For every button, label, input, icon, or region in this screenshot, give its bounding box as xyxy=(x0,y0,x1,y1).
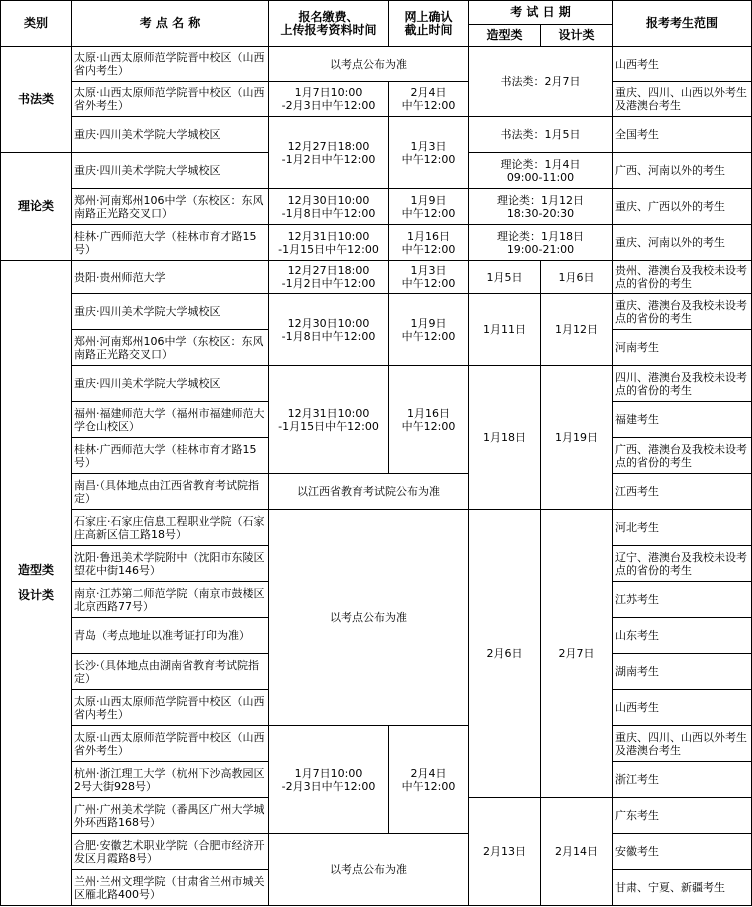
site-name: 杭州·浙江理工大学（杭州下沙高教园区2号大街928号） xyxy=(72,762,269,798)
scope-text: 江西考生 xyxy=(613,474,752,510)
header-confirm: 网上确认 截止时间 xyxy=(389,1,469,47)
site-name: 青岛（考点地址以准考证打印为准） xyxy=(72,618,269,654)
scope-text: 福建考生 xyxy=(613,402,752,438)
site-name: 重庆·四川美术学院大学城校区 xyxy=(72,117,269,153)
site-name: 郑州·河南郑州106中学（东校区：东风南路正光路交叉口） xyxy=(72,330,269,366)
registration-time: 以考点公布为准 xyxy=(269,47,469,82)
site-name: 桂林·广西师范大学（桂林市育才路15号） xyxy=(72,225,269,261)
exam-date-modeling: 2月6日 xyxy=(469,510,541,798)
exam-date-modeling: 1月18日 xyxy=(469,366,541,510)
site-name: 广州·广州美术学院（番禺区广州大学城外环西路168号） xyxy=(72,798,269,834)
scope-text: 江苏考生 xyxy=(613,582,752,618)
exam-date-theory: 理论类：1月12日 18:30-20:30 xyxy=(469,189,613,225)
header-exam-date: 考 试 日 期 xyxy=(469,1,613,25)
registration-time: 1月7日10:00 -2月3日中午12:00 xyxy=(269,726,389,834)
site-name: 太原·山西太原师范学院晋中校区（山西省外考生） xyxy=(72,82,269,117)
site-name: 长沙·（具体地点由湖南省教育考试院指定） xyxy=(72,654,269,690)
registration-time: 12月30日10:00 -1月8日中午12:00 xyxy=(269,189,389,225)
scope-text: 全国考生 xyxy=(613,117,752,153)
exam-date-calligraphy: 书法类：2月7日 xyxy=(469,47,613,117)
confirm-deadline: 1月9日 中午12:00 xyxy=(389,189,469,225)
site-name: 太原·山西太原师范学院晋中校区（山西省内考生） xyxy=(72,47,269,82)
site-name: 福州·福建师范大学（福州市福建师范大学仓山校区） xyxy=(72,402,269,438)
registration-time: 12月27日18:00 -1月2日中午12:00 xyxy=(269,261,389,294)
scope-text: 辽宁、港澳台及我校未设考点的省份的考生 xyxy=(613,546,752,582)
scope-text: 山西考生 xyxy=(613,47,752,82)
registration-time: 以考点公布为准 xyxy=(269,834,469,906)
scope-text: 广西、河南以外的考生 xyxy=(613,153,752,189)
site-name: 南昌·（具体地点由江西省教育考试院指定） xyxy=(72,474,269,510)
exam-date-modeling: 1月5日 xyxy=(469,261,541,294)
scope-text: 重庆、港澳台及我校未设考点的省份的考生 xyxy=(613,294,752,330)
header-category: 类别 xyxy=(1,1,72,47)
scope-text: 四川、港澳台及我校未设考点的省份的考生 xyxy=(613,366,752,402)
scope-text: 湖南考生 xyxy=(613,654,752,690)
registration-time: 12月30日10:00 -1月8日中午12:00 xyxy=(269,294,389,366)
scope-text: 贵州、港澳台及我校未设考点的省份的考生 xyxy=(613,261,752,294)
registration-time: 12月27日18:00 -1月2日中午12:00 xyxy=(269,117,389,189)
registration-time: 以江西省教育考试院公布为准 xyxy=(269,474,469,510)
confirm-deadline: 1月3日 中午12:00 xyxy=(389,261,469,294)
scope-text: 浙江考生 xyxy=(613,762,752,798)
site-name: 重庆·四川美术学院大学城校区 xyxy=(72,153,269,189)
header-site-name: 考 点 名 称 xyxy=(72,1,269,47)
site-name: 太原·山西太原师范学院晋中校区（山西省外考生） xyxy=(72,726,269,762)
site-name: 贵阳·贵州师范大学 xyxy=(72,261,269,294)
site-name: 重庆·四川美术学院大学城校区 xyxy=(72,294,269,330)
exam-date-theory: 理论类：1月4日 09:00-11:00 xyxy=(469,153,613,189)
scope-text: 安徽考生 xyxy=(613,834,752,870)
exam-date-theory: 理论类：1月18日 19:00-21:00 xyxy=(469,225,613,261)
exam-date-modeling: 1月11日 xyxy=(469,294,541,366)
category-theory: 理论类 xyxy=(1,153,72,261)
scope-text: 河北考生 xyxy=(613,510,752,546)
site-name: 石家庄·石家庄信息工程职业学院（石家庄高新区信工路18号） xyxy=(72,510,269,546)
header-design: 设计类 xyxy=(541,25,613,47)
confirm-deadline: 1月9日 中午12:00 xyxy=(389,294,469,366)
scope-text: 河南考生 xyxy=(613,330,752,366)
site-name: 郑州·河南郑州106中学（东校区：东风南路正光路交叉口） xyxy=(72,189,269,225)
exam-date-design: 1月19日 xyxy=(541,366,613,510)
scope-text: 山西考生 xyxy=(613,690,752,726)
category-design: 设计类 xyxy=(17,588,54,602)
exam-date-design: 1月12日 xyxy=(541,294,613,366)
exam-date-design: 1月6日 xyxy=(541,261,613,294)
exam-date-design: 2月14日 xyxy=(541,798,613,906)
scope-text: 山东考生 xyxy=(613,618,752,654)
exam-date-modeling: 2月13日 xyxy=(469,798,541,906)
registration-time: 以考点公布为准 xyxy=(269,510,469,726)
confirm-deadline: 1月16日 中午12:00 xyxy=(389,225,469,261)
scope-text: 重庆、四川、山西以外考生及港澳台考生 xyxy=(613,726,752,762)
exam-date-calligraphy: 书法类：1月5日 xyxy=(469,117,613,153)
scope-text: 广西、港澳台及我校未设考点的省份的考生 xyxy=(613,438,752,474)
registration-time: 12月31日10:00 -1月15日中午12:00 xyxy=(269,366,389,474)
category-modeling: 造型类 xyxy=(17,563,54,577)
confirm-deadline: 1月16日 中午12:00 xyxy=(389,366,469,474)
site-name: 南京·江苏第二师范学院（南京市鼓楼区北京西路77号） xyxy=(72,582,269,618)
site-name: 太原·山西太原师范学院晋中校区（山西省内考生） xyxy=(72,690,269,726)
site-name: 合肥·安徽艺术职业学院（合肥市经济开发区月霞路8号） xyxy=(72,834,269,870)
registration-time: 1月7日10:00 -2月3日中午12:00 xyxy=(269,82,389,117)
category-calligraphy: 书法类 xyxy=(1,47,72,153)
confirm-deadline: 2月4日 中午12:00 xyxy=(389,82,469,117)
registration-time: 12月31日10:00 -1月15日中午12:00 xyxy=(269,225,389,261)
scope-text: 甘肃、宁夏、新疆考生 xyxy=(613,870,752,906)
scope-text: 重庆、河南以外的考生 xyxy=(613,225,752,261)
scope-text: 重庆、广西以外的考生 xyxy=(613,189,752,225)
header-modeling: 造型类 xyxy=(469,25,541,47)
scope-text: 广东考生 xyxy=(613,798,752,834)
confirm-deadline: 2月4日 中午12:00 xyxy=(389,726,469,834)
category-modeling-design xyxy=(1,261,72,906)
confirm-deadline: 1月3日 中午12:00 xyxy=(389,117,469,189)
exam-date-design: 2月7日 xyxy=(541,510,613,798)
header-registration: 报名缴费、 上传报考资料时间 xyxy=(269,1,389,47)
site-name: 桂林·广西师范大学（桂林市育才路15号） xyxy=(72,438,269,474)
site-name: 沈阳·鲁迅美术学院附中（沈阳市东陵区望花中街146号） xyxy=(72,546,269,582)
scope-text: 重庆、四川、山西以外考生及港澳台考生 xyxy=(613,82,752,117)
site-name: 重庆·四川美术学院大学城校区 xyxy=(72,366,269,402)
header-scope: 报考考生范围 xyxy=(613,1,752,47)
site-name: 兰州·兰州文理学院（甘肃省兰州市城关区雁北路400号） xyxy=(72,870,269,906)
